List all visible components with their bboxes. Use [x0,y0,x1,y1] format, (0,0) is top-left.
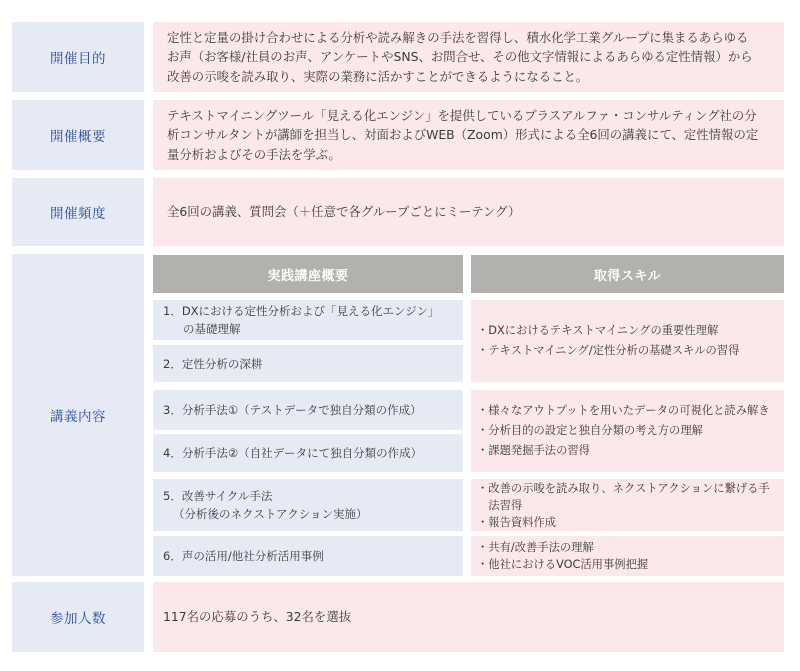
label-curriculum: 講義内容 [12,254,144,576]
label-purpose: 開催目的 [12,22,144,92]
participants-content [153,582,784,652]
skill-bullet: ・報告資料作成 [477,515,557,529]
course-item-text: 4．分析手法②（自社データにて独自分類の作成） [163,446,423,460]
skill-bullet: ・改善の示唆を読み取り、ネクストアクションに繋げる手 [477,481,770,495]
course-item-text: の基礎理解 [183,322,241,336]
frequency-text: 全6回の講義、質問会（＋任意で各グループごとにミーテング） [167,204,521,220]
label-overview: 開催概要 [12,100,144,170]
course-item-text: 1．DXにおける定性分析および「見える化エンジン」 [163,304,440,318]
skill-bullet: ・課題発掘手法の習得 [477,444,590,457]
skill-group-3 [471,479,784,531]
skill-bullet: ・DXにおけるテキストマイニングの重要性理解 [477,324,719,337]
label-participants: 参加人数 [12,582,144,652]
course-item-5 [153,479,463,531]
skill-group-1 [471,300,784,382]
course-item-text: 5．改善サイクル手法 [163,489,273,503]
purpose-text-line: お声（お客様/社員のお声、アンケートやSNS、お問合せ、その他文字情報によるあらゆる定性情報）から [167,49,753,65]
course-item-2 [153,345,463,382]
course-item-text: 2．定性分析の深耕 [163,356,263,371]
participants-text: 117名の応募のうち、32名を選抜 [163,609,352,625]
frequency-content [153,178,784,246]
overview-content [153,100,784,170]
course-item-3 [153,390,463,430]
skill-bullet: ・共有/改善手法の理解 [477,541,594,554]
purpose-text-line: 定性と定量の掛け合わせによる分析や読み解きの手法を習得し、積水化学工業グループに集まるあらゆる [167,29,749,45]
skill-group-4 [471,536,784,576]
course-item-text: 6．声の活用/他社分析活用事例 [163,549,324,563]
course-item-6 [153,536,463,576]
course-item-text: 3．分析手法①（テストデータで独自分類の作成） [163,403,422,417]
course-column-header: 実践講座概要 [153,255,463,293]
skill-bullet: ・他社におけるVOC活用事例把握 [477,558,649,571]
skill-bullet: ・分析目的の設定と独自分類の考え方の理解 [477,424,703,437]
label-frequency: 開催頻度 [12,178,144,246]
course-item-4 [153,434,463,472]
overview-text-line: テキストマイニングツール「見える化エンジン」を提供しているプラスアルファ・コンサルティング社の分 [167,107,757,123]
course-item-text: （分析後のネクストアクション実施） [173,507,368,521]
purpose-content [153,22,784,92]
purpose-text-line: 改善の示唆を読み取り、実際の業務に活かすことができるようになること。 [167,68,589,84]
skill-bullet: ・様々なアウトプットを用いたデータの可視化と読み解き [477,404,770,417]
skill-group-2 [471,390,784,472]
course-item-1 [153,300,463,340]
skill-bullet-continuation: 法習得 [488,498,523,512]
overview-text-line: 量分析およびその手法を学ぶ。 [167,146,341,162]
skill-column-header: 取得スキル [471,255,784,293]
overview-text-line: 析コンサルタントが講師を担当し、対面およびWEB（Zoom）形式による全6回の講義にて、定性情報の定 [167,127,759,143]
skill-bullet: ・テキストマイニング/定性分析の基礎スキルの習得 [477,344,740,357]
